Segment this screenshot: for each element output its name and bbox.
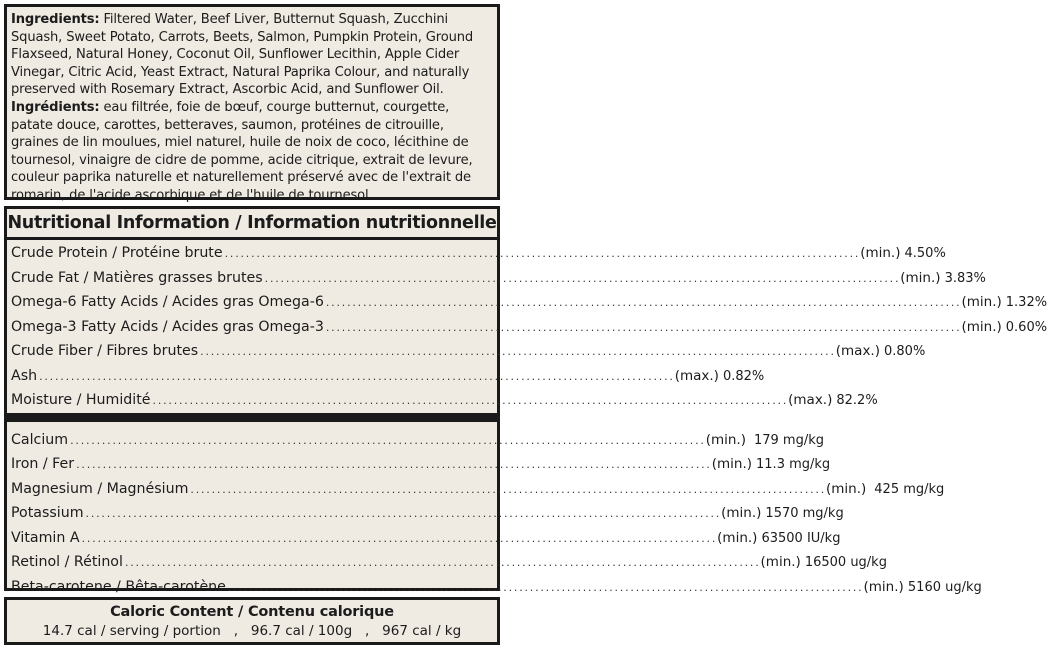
nutrient-label: Crude Fat / Matières grasses brutes xyxy=(11,269,263,286)
nutrient-qualifier: (min.) xyxy=(863,579,904,596)
ingredients-en-label: Ingredients: xyxy=(11,12,100,27)
nutrient-label: Ash xyxy=(11,367,38,384)
dot-leader: ........................................................................................................................ xyxy=(124,556,761,570)
nutrient-row xyxy=(11,315,1047,340)
nutrient-value: 1.32% xyxy=(1005,295,1047,310)
nutrient-row xyxy=(11,241,946,266)
ingredients-fr-text: eau filtrée, foie de bœuf, courge butternut, courgette, patate douce, carottes, betteraves, saumon, protéines de citrouille, graines de lin moulues, miel naturel, huile de noix de coco, lécithine de tournesol, vinaigre de cidre de pomme, acide citrique, extrait de levure, couleur paprika naturelle et naturellement préservé avec de l'extrait de romarin, de l'acide ascorbique et de l'huile de tournesol. xyxy=(11,99,473,203)
nutrient-row xyxy=(11,477,945,502)
nutrient-row xyxy=(11,339,926,364)
nutrient-row xyxy=(11,550,887,575)
ingredients-en-text: Filtered Water, Beef Liver, Butternut Squash, Zucchini Squash, Sweet Potato, Carrots, Beets, Salmon, Pumpkin Protein, Ground Flaxseed, Natural Honey, Coconut Oil, Sunflower Lecithin, Apple Cider Vinegar, Citric Acid, Yeast Extract, Natural Paprika Colour, and naturally preserved with Rosemary Extract, Ascorbic Acid, and Sunflower Oil. xyxy=(11,12,474,98)
nutrient-label: Beta-carotene / Bêta-carotène xyxy=(11,579,226,596)
nutrient-qualifier: (max.) xyxy=(788,392,833,408)
nutrient-row xyxy=(11,501,844,526)
ingredients-panel xyxy=(4,4,500,203)
nutrient-row xyxy=(11,388,878,413)
minerals-vitamins-list xyxy=(7,422,982,600)
nutrient-value: 16500 ug/kg xyxy=(804,555,887,571)
nutrient-value: 5160 ug/kg xyxy=(907,580,982,596)
dot-leader: ........................................................................................................................ xyxy=(39,369,675,383)
dot-leader: ........................................................................................................................ xyxy=(85,507,722,521)
ingredients-english xyxy=(11,11,493,99)
nutrient-row xyxy=(11,526,841,551)
nutrient-row xyxy=(11,575,982,600)
nutrient-qualifier: (min.) xyxy=(760,554,801,571)
nutrient-label: Omega-6 Fatty Acids / Acides gras Omega-6 xyxy=(11,294,324,310)
nutrient-row xyxy=(11,266,986,291)
nutrient-value: 0.60% xyxy=(1005,319,1047,335)
dot-leader: ........................................................................................................................ xyxy=(325,296,962,309)
nutrition-title: Nutritional Information / Information nutritionnelle xyxy=(7,209,497,240)
nutrient-value: 179 mg/kg xyxy=(753,432,824,448)
nutrient-qualifier: (min.) xyxy=(860,245,901,261)
nutrient-label: Crude Fiber / Fibres brutes xyxy=(11,343,199,359)
dot-leader: ........................................................................................................................ xyxy=(200,345,836,358)
nutrient-label: Iron / Fer xyxy=(11,456,75,473)
nutrition-panel xyxy=(4,206,1047,596)
nutrient-qualifier: (min.) xyxy=(721,505,762,522)
dot-leader: ........................................................................................................................ xyxy=(227,581,864,595)
nutrient-qualifier: (min.) xyxy=(961,318,1002,335)
nutrient-value: 4.50% xyxy=(904,246,946,261)
nutrient-value: 0.82% xyxy=(722,368,765,384)
nutrient-value: 63500 IU/kg xyxy=(761,530,841,546)
nutrient-qualifier: (max.) xyxy=(674,367,719,384)
nutrient-label: Calcium xyxy=(11,431,69,448)
nutrient-label: Moisture / Humidité xyxy=(11,392,151,408)
nutrient-qualifier: (min.) xyxy=(705,431,746,448)
nutrient-qualifier: (min.) xyxy=(826,480,867,497)
nutrient-label: Retinol / Rétinol xyxy=(11,554,123,571)
nutrient-value: 11.3 mg/kg xyxy=(756,457,831,473)
nutrient-label: Omega-3 Fatty Acids / Acides gras Omega-3 xyxy=(11,318,324,335)
nutrient-qualifier: (min.) xyxy=(711,456,753,473)
nutrient-value: 1570 mg/kg xyxy=(765,506,844,522)
nutrient-row xyxy=(11,290,1047,315)
nutrient-qualifier: (min.) xyxy=(717,529,758,546)
caloric-title: Caloric Content / Contenu calorique xyxy=(110,604,394,620)
nutrient-row xyxy=(11,452,831,477)
section-divider xyxy=(7,413,497,422)
nutrient-value: 82.2% xyxy=(836,393,878,408)
dot-leader: ........................................................................................................................ xyxy=(190,482,827,496)
dot-leader: ........................................................................................................................ xyxy=(76,458,712,472)
nutrient-value: 3.83% xyxy=(944,270,986,286)
ingredients-french xyxy=(11,99,493,205)
nutrient-value: 425 mg/kg xyxy=(874,481,945,497)
nutrient-qualifier: (min.) xyxy=(961,294,1002,310)
nutrient-value: 0.80% xyxy=(884,344,926,359)
nutrient-row xyxy=(11,428,824,453)
nutrient-label: Vitamin A xyxy=(11,529,80,546)
dot-leader: ........................................................................................................................ xyxy=(152,394,789,407)
dot-leader: ........................................................................................................................ xyxy=(224,247,861,260)
dot-leader: ........................................................................................................................ xyxy=(325,320,962,334)
ingredients-fr-label: Ingrédients: xyxy=(11,99,100,115)
nutrient-qualifier: (max.) xyxy=(835,343,880,359)
caloric-values: 14.7 cal / serving / portion , 96.7 cal / 100g , 967 cal / kg xyxy=(42,623,462,639)
nutrient-row xyxy=(11,364,765,389)
guaranteed-analysis-list xyxy=(7,240,1047,413)
nutrient-qualifier: (min.) xyxy=(900,269,941,286)
caloric-panel xyxy=(4,597,500,645)
nutrient-label: Crude Protein / Protéine brute xyxy=(11,245,223,261)
dot-leader: ........................................................................................................................ xyxy=(70,433,706,447)
nutrient-label: Magnesium / Magnésium xyxy=(11,480,189,497)
dot-leader: ........................................................................................................................ xyxy=(264,271,901,285)
dot-leader: ........................................................................................................................ xyxy=(81,531,718,545)
nutrient-label: Potassium xyxy=(11,505,84,522)
